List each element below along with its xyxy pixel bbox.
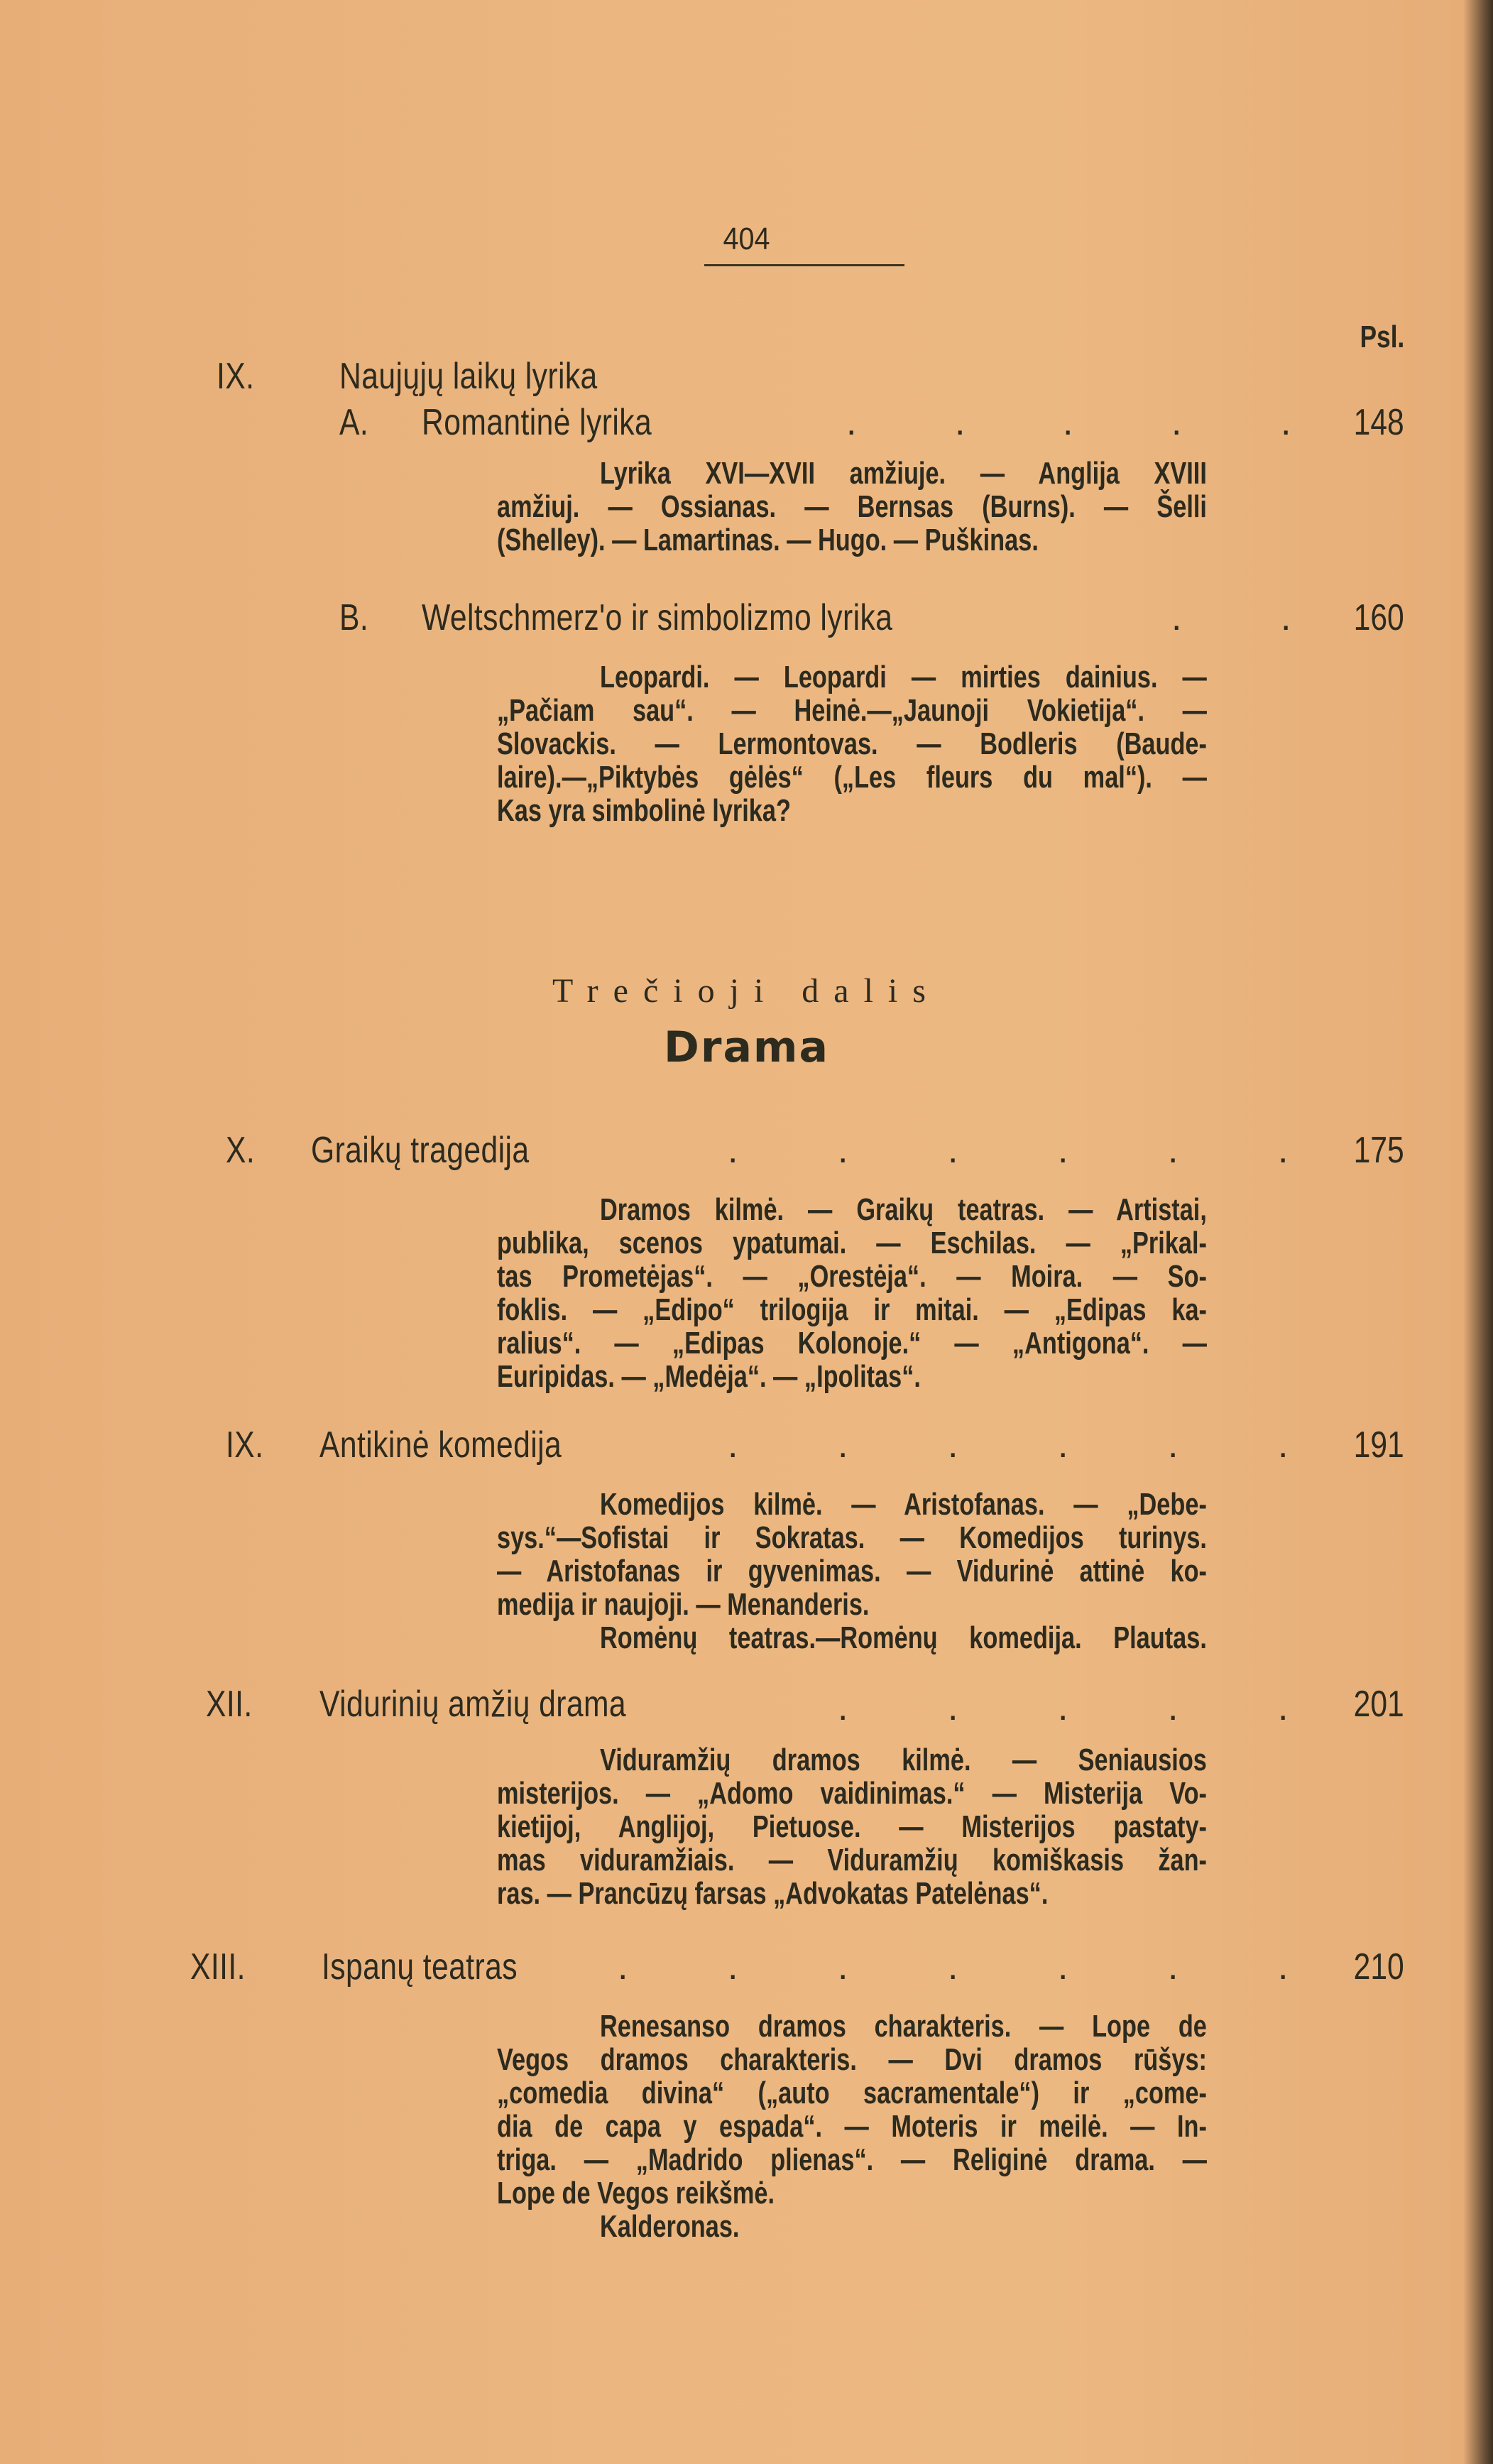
summary-line: Komedijos kilmė. — Aristofanas. — „Debe- (600, 1487, 1207, 1522)
chapter-title: Naujųjų laikų lyrika (339, 356, 598, 397)
chapter-xiii-summary (497, 2010, 1313, 2243)
part-title: Drama (664, 1023, 829, 1072)
summary-line: ras. — Prancūzų farsas „Advokatas Patelėnas“. (497, 1876, 1049, 1911)
summary-line: ralius“. — „Edipas Kolonoje.“ — „Antigona“. — (497, 1326, 1207, 1361)
leader-dot: . (1168, 1946, 1178, 1988)
leader-dot: . (948, 1946, 958, 1988)
leader-dot: . (1058, 1130, 1068, 1171)
summary-line: Lope de Vegos reikšmė. (497, 2176, 775, 2210)
summary-line: Dramos kilmė. — Graikų teatras. — Artistai, (600, 1192, 1207, 1227)
chapter-numeral: XIII. (190, 1946, 246, 1988)
leader-dot: . (1171, 597, 1182, 638)
part-label: Trečioji dalis (552, 972, 941, 1010)
subsection-a-summary (497, 457, 1313, 557)
leader-dot: . (838, 1424, 848, 1466)
leader-dot: . (1278, 1424, 1289, 1466)
summary-line: publika, scenos ypatumai. — Eschilas. — „Prikal- (497, 1226, 1207, 1260)
leader-dot: . (1168, 1424, 1178, 1466)
chapter-numeral: XII. (206, 1684, 253, 1725)
page-ref: 175 (1353, 1130, 1404, 1171)
summary-line: Kas yra simbolinė lyrika? (497, 793, 791, 828)
leader-dot: . (955, 402, 966, 443)
summary-line: tas Prometėjas“. — „Orestėja“. — Moira. — So- (497, 1259, 1207, 1294)
summary-line: kietijoj, Anglijoj, Pietuose. — Misterijos pastaty- (497, 1809, 1207, 1844)
header-rule (704, 264, 904, 266)
summary-line: — Aristofanas ir gyvenimas. — Vidurinė attinė ko- (497, 1554, 1207, 1588)
leader-dot: . (838, 1946, 848, 1988)
leader-dot: . (1063, 402, 1073, 443)
summary-line: amžiuj. — Ossianas. — Bernsas (Burns). — Šelli (497, 489, 1207, 524)
leader-dot: . (948, 1424, 958, 1466)
chapter-numeral: IX. (226, 1424, 264, 1466)
leader-dot: . (1058, 1687, 1068, 1728)
summary-line: Renesanso dramos charakteris. — Lope de (600, 2009, 1207, 2044)
page-number: 404 (723, 222, 770, 256)
chapter-ix-komedija-summary (497, 1488, 1313, 1655)
chapter-xii-summary (497, 1743, 1313, 1910)
leader-dot: . (1058, 1946, 1068, 1988)
summary-line: sys.“—Sofistai ir Sokratas. — Komedijos turinys. (497, 1520, 1207, 1555)
summary-line: „comedia divina“ („auto sacramentale“) ir „come- (497, 2076, 1207, 2110)
summary-line: misterijos. — „Adomo vaidinimas.“ — Misterija Vo- (497, 1776, 1207, 1811)
leader-dot: . (1278, 1687, 1289, 1728)
leader-dot: . (728, 1424, 738, 1466)
leader-dot: . (728, 1946, 738, 1988)
chapter-numeral: IX. (217, 356, 255, 397)
leader-dot: . (846, 402, 857, 443)
subsection-b-summary (497, 660, 1313, 827)
summary-line: triga. — „Madrido plienas“. — Religinė drama. — (497, 2142, 1207, 2177)
summary-line: Lyrika XVI—XVII amžiuje. — Anglija XVIII (600, 456, 1207, 491)
summary-line: Viduramžių dramos kilmė. — Seniausios (600, 1743, 1207, 1777)
subsection-letter: A. (339, 402, 369, 443)
chapter-title: Vidurinių amžių drama (319, 1684, 627, 1725)
leader-dot: . (948, 1687, 958, 1728)
leader-dot: . (728, 1130, 738, 1171)
subsection-title: Weltschmerz'o ir simbolizmo lyrika (422, 597, 893, 638)
chapter-title: Graikų tragedija (311, 1130, 530, 1171)
summary-line: (Shelley). — Lamartinas. — Hugo. — Puškinas. (497, 523, 1039, 557)
leader-dot: . (1278, 1946, 1289, 1988)
summary-line: foklis. — „Edipo“ trilogija ir mitai. — „Edipas ka- (497, 1292, 1207, 1327)
leader-dot: . (1278, 1130, 1289, 1171)
summary-line: Vegos dramos charakteris. — Dvi dramos rūšys: (497, 2042, 1207, 2077)
leader-dot: . (838, 1130, 848, 1171)
chapter-title: Ispanų teatras (322, 1946, 518, 1988)
summary-line: „Pačiam sau“. — Heinė.—„Jaunoji Vokietija“. — (497, 693, 1207, 728)
chapter-title: Antikinė komedija (319, 1424, 562, 1466)
leader-dot: . (838, 1687, 848, 1728)
page-ref: 201 (1353, 1684, 1404, 1725)
leader-dot: . (948, 1130, 958, 1171)
summary-line: Euripidas. — „Medėja“. — „Ipolitas“. (497, 1359, 921, 1394)
leader-dot: . (1168, 1687, 1178, 1728)
summary-line: Slovackis. — Lermontovas. — Bodleris (Baude- (497, 726, 1207, 761)
summary-line: laire).—„Piktybės gėlės“ („Les fleurs du mal“). — (497, 760, 1207, 795)
leader-dot: . (1171, 402, 1182, 443)
chapter-x-summary (497, 1193, 1313, 1393)
subsection-letter: B. (339, 597, 369, 638)
page-column-label: Psl. (1360, 320, 1404, 354)
page-ref: 160 (1353, 597, 1404, 638)
summary-line: mas viduramžiais. — Viduramžių komiškasis žan- (497, 1843, 1207, 1877)
leader-dot: . (618, 1946, 628, 1988)
summary-line: Romėnų teatras.—Romėnų komedija. Plautas. (600, 1620, 1207, 1655)
page-ref: 148 (1353, 402, 1404, 443)
leader-dot: . (1281, 402, 1291, 443)
leader-dot: . (1058, 1424, 1068, 1466)
page-ref: 191 (1353, 1424, 1404, 1466)
summary-line: Leopardi. — Leopardi — mirties dainius. — (600, 660, 1207, 694)
summary-line: dia de capa y espada“. — Moteris ir meilė. — In- (497, 2109, 1207, 2144)
leader-dot: . (1281, 597, 1291, 638)
subsection-title: Romantinė lyrika (422, 402, 652, 443)
leader-dot: . (1168, 1130, 1178, 1171)
page-ref: 210 (1353, 1946, 1404, 1988)
chapter-numeral: X. (226, 1130, 256, 1171)
summary-line: medija ir naujoji. — Menanderis. (497, 1587, 870, 1622)
summary-line: Kalderonas. (600, 2209, 740, 2244)
